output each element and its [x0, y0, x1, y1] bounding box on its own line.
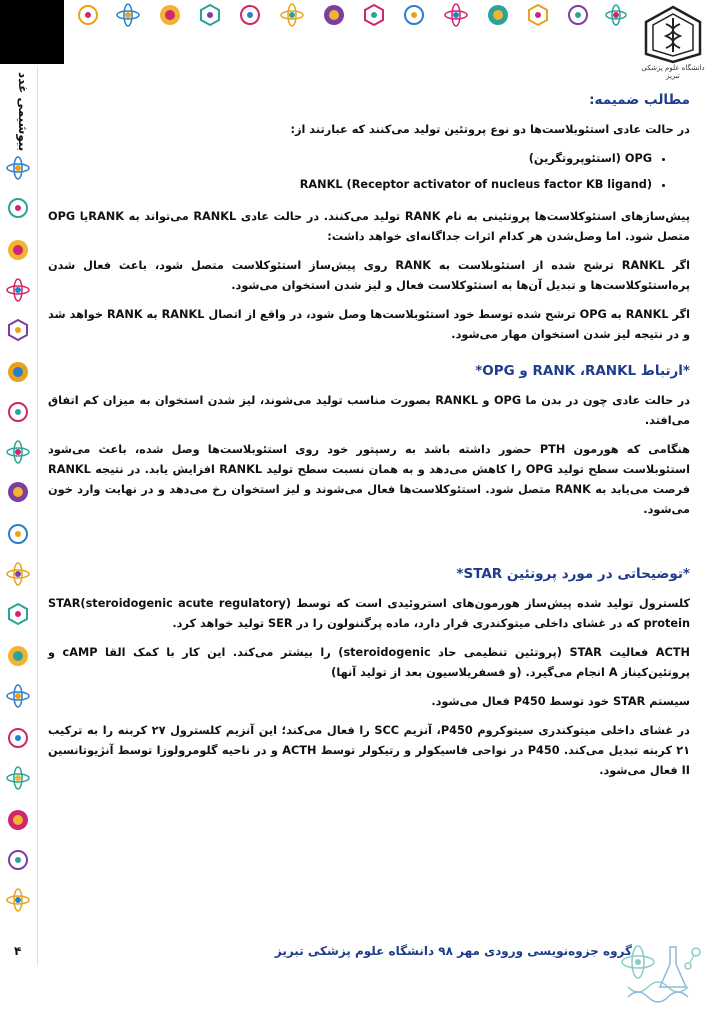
molecule-icon [9, 199, 27, 217]
footer-credit: گروه جزوه‌نویسی ورودی مهر ۹۸ دانشگاه علوم پزشکی تبریز [274, 944, 632, 958]
list-item: • (Receptor activator of nucleus factor KB ligand) RANKL [48, 175, 652, 195]
molecule-icon [9, 403, 27, 421]
paragraph: در حالت عادی استئوبلاست‌ها دو نوع پروتئین تولید می‌کنند که عبارتند از: [290, 123, 690, 136]
paragraph: در غشای داخلی میتوکندری سیتوکروم P450، آنزیم SCC را فعال می‌کند؛ این آنزیم کلسترول ۲۷ کربنه را به ترکیب ۲۱ کربنه تبدیل می‌کند. P450 در نواحی فاسیکولر و رتیکولر توسط ACTH و در ناحیه گلومرولوزا توسط آنژیوتانسین II فعال می‌شود. [48, 724, 690, 777]
molecule-icon [569, 6, 587, 24]
paragraph: کلسترول تولید شده پیش‌ساز هورمون‌های استروئیدی است که توسط (STAR(steroidogenic acute regulatory protein که در غشای داخلی میتوکندری قرار دارد، ماده پرگننولون را در SER تولید خواهد کرد. [48, 597, 691, 630]
flower-icon [8, 482, 28, 502]
paragraph: پیش‌سازهای استئوکلاست‌ها پروتئینی به نام RANK تولید می‌کنند. در حالت عادی RANKL می‌تواند به RANKیا OPG متصل شود. اما وصل‌شدن هر کدام اثرات جداگانه‌ای خواهد داشت: [48, 210, 691, 243]
flower-icon [324, 5, 344, 25]
molecule-icon [685, 948, 700, 969]
paragraph: در حالت عادی چون در بدن ما OPG و RANKL بصورت مناسب تولید می‌شوند، لیز شدن استخوان به میزان کم اتفاق می‌افتد. [48, 394, 690, 427]
flower-icon [8, 646, 28, 666]
atom-icon [117, 4, 139, 26]
paragraph: سیستم STAR خود توسط P450 فعال می‌شود. [431, 695, 690, 708]
black-corner-block [0, 0, 64, 64]
section-heading-appendix: مطالب ضمیمه: [589, 92, 690, 108]
paragraph: اگر RANKL به OPG ترشح شده توسط خود استئوبلاست‌ها وصل شود، در واقع از اتصال RANKL به RANK خواهد شد و در نتیجه لیز شدن استخوان مهار می‌شود. [48, 308, 690, 341]
flower-icon [8, 810, 28, 830]
molecule-icon [9, 851, 27, 869]
list-item: • OPG (استئوپروتگرین) [48, 149, 652, 169]
dna-icon [628, 982, 688, 1002]
molecule-icon [79, 6, 97, 24]
atom-icon [7, 685, 29, 707]
atom-icon [445, 4, 467, 26]
flower-icon [160, 5, 180, 25]
logo-caption: دانشگاه علوم پزشکی تبریز [641, 64, 705, 80]
flask-icon [660, 947, 686, 987]
flower-icon [8, 362, 28, 382]
atom-icon [7, 157, 29, 179]
hexagon-icon [9, 604, 27, 624]
atom-icon [622, 946, 654, 978]
atom-icon [281, 4, 303, 26]
atom-icon [7, 563, 29, 585]
section-heading-star: *توضیحاتی در مورد پروتئین STAR* [456, 566, 690, 582]
footer-science-illustration [608, 932, 708, 1012]
flower-icon [488, 5, 508, 25]
side-divider [37, 66, 38, 966]
side-decoration-strip [0, 150, 36, 930]
section-heading-rank: *ارتباط RANK ،RANKL و OPG* [475, 363, 690, 379]
atom-icon [606, 5, 626, 25]
atom-icon [7, 441, 29, 463]
hexagon-icon [9, 320, 27, 340]
hexagon-icon [529, 5, 547, 25]
university-logo [638, 4, 708, 80]
paragraph: هنگامی که هورمون PTH حضور داشته باشد به رسپتور خود روی استئوبلاست‌ها وصل شده، باعث می‌شود استئوبلاست سطح تولید OPG را کاهش می‌دهد و به همان نسبت سطح تولید RANKL افزایش یابد. در نتیجه RANKL فرصت می‌یابد به RANK متصل شود. استئوکلاست‌ها فعال می‌شوند و لیز استخوان رخ می‌دهد و در نهایت وارد خون می‌شود. [48, 443, 690, 516]
hexagon-icon [201, 5, 219, 25]
atom-icon [7, 767, 29, 789]
atom-icon [7, 279, 29, 301]
logo-emblem-icon [638, 4, 708, 64]
page-number: ۴ [14, 944, 22, 958]
molecule-icon [241, 6, 259, 24]
molecule-icon [405, 6, 423, 24]
hexagon-icon [365, 5, 383, 25]
side-title: بیوشیمی غدد [16, 72, 30, 152]
atom-icon [7, 889, 29, 911]
document-body [48, 90, 690, 790]
paragraph: ACTH فعالیت STAR (پروتئین تنظیمی حاد steroidogenic) را بیشتر می‌کند. این کار با کمک القا cAMP و پروتئین‌کیناز A انجام می‌گیرد. (و فسفریلاسیون بعد از تولید آنها) [48, 646, 690, 679]
flower-icon [8, 240, 28, 260]
molecule-icon [9, 729, 27, 747]
molecule-icon [9, 525, 27, 543]
top-decoration-strip [70, 0, 630, 30]
paragraph: اگر RANKL ترشح شده از استئوبلاست به RANK روی پیش‌ساز استئوکلاست متصل شود، باعث فعال شدن پره‌استئوکلاست‌ها و تبدیل آن‌ها به استئوکلاست فعال و لیز شدن استخوان می‌شود. [48, 259, 690, 292]
protein-list [48, 149, 690, 195]
